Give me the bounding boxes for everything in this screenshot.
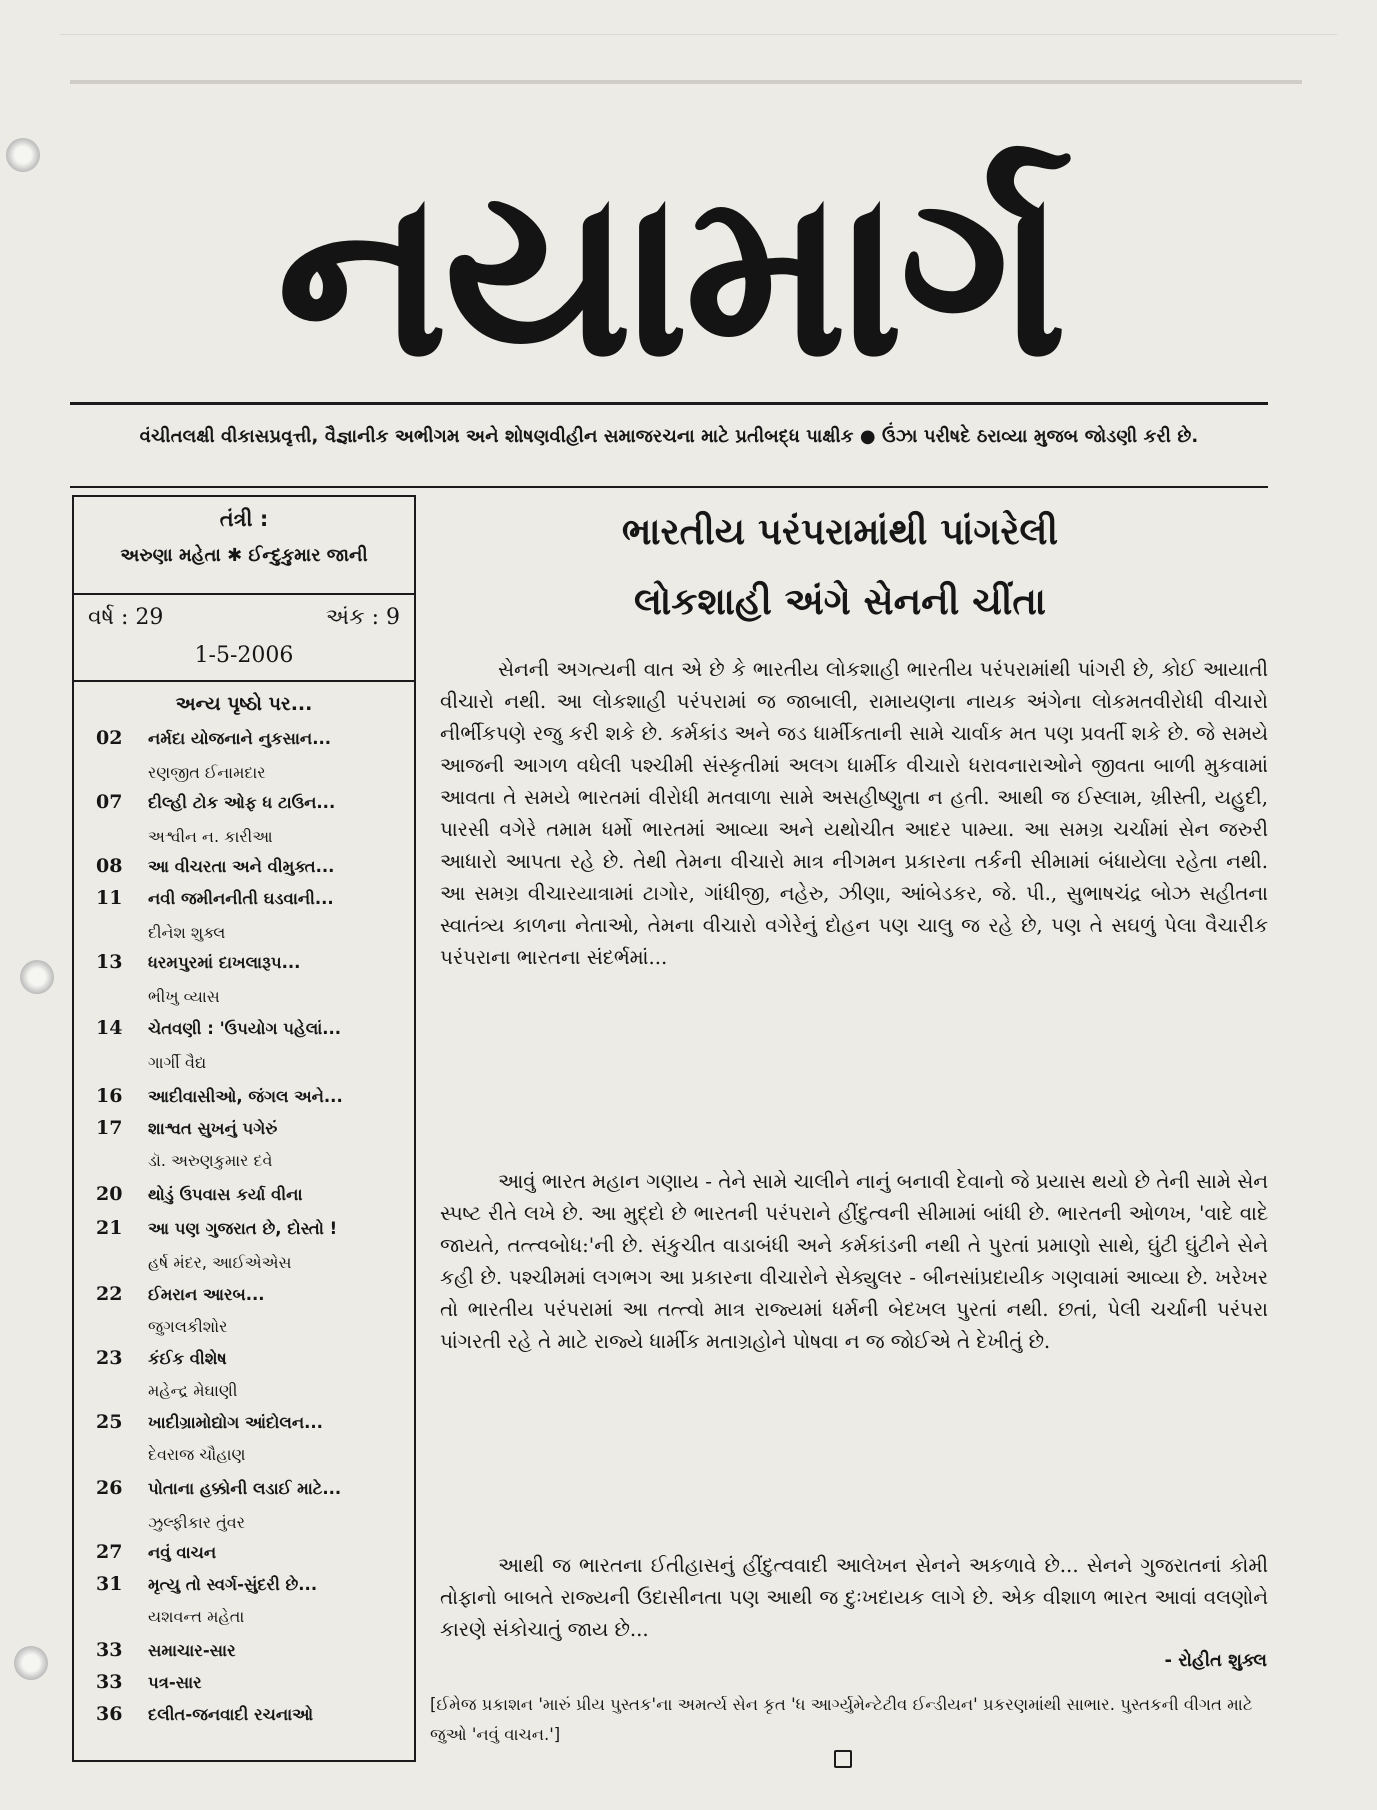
sidebar-divider [74, 593, 414, 595]
toc-title: મૃત્યુ તો સ્વર્ગ-સુંદરી છે... [148, 1575, 318, 1594]
toc-page-number: 25 [96, 1411, 123, 1433]
toc-author: હર્ષ મંદર, આઈએએસ [148, 1253, 292, 1272]
toc-entry[interactable] [88, 1573, 406, 1601]
paragraph-text: આથી જ ભારતના ઈતીહાસનું હીંદુત્વવાદી આલેખન સેનને અકળાવે છે... સેનને ગુજરાતનાં કોમી તોફાનો બાબતે રાજ્યની ઉદાસીનતા પણ આથી જ દુઃખદાયક લાગે છે. એક વીશાળ ભારત આવાં વલણોને કારણે સંકોચાતું જાય છે... [440, 1554, 1268, 1641]
author-signature: - રોહીત શુક્લ [1164, 1650, 1267, 1671]
toc-entry[interactable] [88, 951, 406, 979]
paragraph-text: આવું ભારત મહાન ગણાય - તેને સામે ચાલીને નાનું બનાવી દેવાનો જે પ્રયાસ થયો છે તેની સામે સેન સ્પષ્ટ રીતે લખે છે. આ મુદ્દો છે ભારતની પરંપરાને હીંદુત્વની સીમામાં બાંધી છે. ભારતની ઓળખ, 'વાદે વાદે જાયતે, તત્ત્વબોધ:'ની છે. સંકુચીત વાડાબંધી અને કર્મકાંડની નથી તે પુરતાં પ્રમાણો સાથે, ઘુંટી ઘુંટીને સેને કહી છે. પશ્ચીમમાં લગભગ આ પ્રકારના વીચારોને સેક્યુલર - બીનસાંપ્રદાયીક ગણવામાં આવ્યા છે. ખરેખર તો ભારતીય પરંપરામાં આ તત્ત્વો માત્ર રાજ્યમાં ધર્મની બેદખલ પુરતાં નથી. છતાં, પેલી ચર્ચાની પરંપરા પાંગરતી રહે તે માટે રાજ્યે ધાર્મીક મતાગ્રહોને પોષવા ન જ જોઈએ તે દેખીતું છે. [440, 1170, 1268, 1353]
toc-author: રણજીત ઈનામદાર [148, 763, 266, 782]
toc-entry[interactable] [88, 1541, 406, 1569]
toc-page-number: 33 [96, 1671, 123, 1693]
toc-page-number: 31 [96, 1573, 123, 1595]
toc-entry[interactable] [88, 791, 406, 819]
article-paragraph [440, 1550, 1268, 1646]
toc-page-number: 26 [96, 1477, 123, 1499]
contents-sidebar [72, 495, 416, 1762]
toc-author: અશ્વીન ન. કારીઆ [148, 827, 273, 846]
issue-date: 1-5-2006 [194, 643, 294, 668]
toc-entry[interactable] [88, 1671, 406, 1699]
toc-page-number: 17 [96, 1117, 123, 1139]
toc-author: ઝુલ્ફીકાર તુંવર [148, 1513, 246, 1532]
toc-entry[interactable] [88, 1017, 406, 1045]
toc-author: મહેન્દ્ર મેઘાણી [148, 1381, 238, 1400]
toc-title: ચેતવણી : 'ઉપયોગ પહેલાં... [148, 1019, 342, 1038]
punch-hole-icon [14, 1646, 48, 1680]
bleed-through-rule [70, 80, 1302, 84]
toc-title: નવું વાચન [148, 1543, 217, 1562]
bleed-through-texture [60, 14, 1337, 35]
toc-entry[interactable] [88, 1347, 406, 1375]
toc-page-number: 21 [96, 1217, 123, 1239]
toc-author: જુગલકીશોર [148, 1317, 228, 1336]
toc-title: નવી જમીનનીતી ઘડવાની... [148, 889, 334, 908]
paragraph-text: સેનની અગત્યની વાત એ છે કે ભારતીય લોકશાહી ભારતીય પરંપરામાંથી પાંગરી છે, કોઈ આયાતી વીચારો નથી. આ લોકશાહી પરંપરામાં જ જાબાલી, રામાયણના નાયક અંગેના લોકમતવીરોધી વીચારો નીર્ભીકપણે રજુ કરી શકે છે. કર્મકાંડ અને જડ ધાર્મીકતાની સામે ચાર્વાક મત પણ પ્રવર્તી શકે છે. જે સમયે આજની આગળ વધેલી પશ્ચીમી સંસ્કૃતીમાં અલગ ધાર્મીક વીચારો ધરાવનારાઓને જીવતા બાળી મુકવામાં આવતા તે સમયે ભારતમાં વીરોધી મતવાળા સામે અસહીષ્ણુતા ન હતી. આથી જ ઈસ્લામ, ખ્રીસ્તી, યહુદી, પારસી વગેરે તમામ ધર્મો ભારતમાં આવ્યા અને યથોચીત આદર પામ્યા. આ સમગ્ર ચર્ચામાં સેન જરુરી આધારો આપતા રહે છે. તેથી તેમના વીચારો માત્ર નીગમન પ્રકારના તર્કની સીમામાં બંધાયેલા રહેતા નથી. આ સમગ્ર વીચારયાત્રામાં ટાગોર, ગાંધીજી, નહેરુ, ઝીણા, આંબેડકર, જે. પી., સુભાષચંદ્ર બોઝ સહીતના સ્વાતંત્ર્ય કાળના નેતાઓ, તેમના વીચારો વગેરેનું દોહન પણ ચાલુ જ રહે છે, પણ તે સઘળું પેલા વૈચારીક પરંપરાના ભારતના સંદર્ભમાં... [440, 658, 1268, 969]
toc-title: દીલ્હી ટોક ઓફ ધ ટાઉન... [148, 793, 336, 812]
toc-entry[interactable] [88, 1477, 406, 1505]
toc-page-number: 23 [96, 1347, 123, 1369]
toc-page-number: 14 [96, 1017, 123, 1039]
toc-author: દેવરાજ ચૌહાણ [148, 1445, 246, 1464]
source-note: [ઈમેજ પ્રકાશન 'મારું પ્રીય પુસ્તક'ના અમર્ત્ય સેન કૃત 'ધ આર્ગ્યુમેન્ટેટીવ ઈન્ડીયન' પ્રકરણમાંથી સાભાર. પુસ્તકની વીગત માટે જુઓ 'નવું વાચન.'] [430, 1695, 1253, 1744]
end-of-article-icon [834, 1750, 852, 1768]
toc-title: આદીવાસીઓ, જંગલ અને... [148, 1087, 343, 1106]
article-headline-line2: લોકશાહી અંગે સેનની ચીંતા [634, 580, 1046, 623]
editor-names: અરુણા મહેતા ✱ ઈન્દુકુમાર જાની [120, 545, 368, 566]
toc-page-number: 22 [96, 1283, 123, 1305]
toc-page-number: 07 [96, 791, 123, 813]
toc-entry[interactable] [88, 1411, 406, 1439]
masthead-title: નયામાર્ગ [276, 141, 1064, 408]
toc-entry[interactable] [88, 1639, 406, 1667]
toc-entry[interactable] [88, 887, 406, 915]
toc-author: દીનેશ શુક્લ [148, 923, 226, 942]
toc-title: આ પણ ગુજરાત છે, દોસ્તો ! [148, 1219, 338, 1238]
toc-page-number: 02 [96, 727, 123, 749]
issue-number: અંક : 9 [325, 605, 400, 630]
punch-hole-icon [20, 960, 54, 994]
article-headline-line1: ભારતીય પરંપરામાંથી પાંગરેલી [621, 510, 1059, 553]
toc-title: ધરમપુરમાં દાખલારૂપ... [148, 953, 301, 972]
toc-page-number: 13 [96, 951, 123, 973]
editor-label: તંત્રી : [219, 507, 269, 531]
toc-title: કંઈક વીશેષ [148, 1349, 227, 1368]
toc-author: ડૉ. અરુણકુમાર દવે [148, 1151, 273, 1170]
toc-page-number: 33 [96, 1639, 123, 1661]
toc-page-number: 08 [96, 855, 123, 877]
toc-entry[interactable] [88, 1703, 406, 1731]
toc-entry[interactable] [88, 1117, 406, 1145]
toc-title: આ વીચરતા અને વીમુક્ત... [148, 857, 335, 876]
toc-page-number: 11 [96, 887, 123, 909]
toc-title: નર્મદા યોજનાને નુકસાન... [148, 729, 332, 748]
toc-author: યશવન્ત મહેતા [148, 1607, 245, 1626]
toc-entry[interactable] [88, 1283, 406, 1311]
volume-year: વર્ષ : 29 [88, 605, 164, 630]
toc-page-number: 36 [96, 1703, 123, 1725]
toc-title: પોતાના હક્કોની લડાઈ માટે... [148, 1479, 342, 1498]
tagline-rule [70, 486, 1268, 488]
toc-entry[interactable] [88, 855, 406, 883]
toc-title: શાશ્વત સુખનું પગેરું [148, 1119, 278, 1138]
toc-title: પત્ર-સાર [148, 1673, 202, 1692]
toc-title: ઈમરાન આરબ... [148, 1285, 265, 1304]
toc-title: સમાચાર-સાર [148, 1641, 236, 1660]
toc-title: દલીત-જનવાદી રચનાઓ [148, 1705, 314, 1724]
toc-page-number: 20 [96, 1183, 123, 1205]
masthead-rule [70, 402, 1268, 405]
toc-title: થોડું ઉપવાસ કર્યા વીના [148, 1185, 303, 1204]
toc-entry[interactable] [88, 1183, 406, 1211]
toc-title: ખાદીગ્રામોદ્યોગ આંદોલન... [148, 1413, 323, 1432]
toc-entry[interactable] [88, 1217, 406, 1245]
toc-page-number: 27 [96, 1541, 123, 1563]
toc-author: ગાર્ગી વૈદ્ય [148, 1053, 207, 1072]
contents-heading: અન્ય પૃષ્ઠો પર... [175, 693, 313, 715]
toc-entry[interactable] [88, 727, 406, 755]
toc-entry[interactable] [88, 1085, 406, 1113]
sidebar-divider [74, 680, 414, 682]
tagline: વંચીતલક્ષી વીકાસપ્રવૃત્તી, વૈજ્ઞાનીક અભીગમ અને શોષણવીહીન સમાજરચના માટે પ્રતીબદ્ધ પાક્ષીક ● ઉંઝા પરીષદે ઠરાવ્યા મુજબ જોડણી કરી છે. [139, 426, 1199, 447]
punch-hole-icon [6, 138, 40, 172]
toc-page-number: 16 [96, 1085, 123, 1107]
toc-author: ભીખુ વ્યાસ [148, 987, 220, 1006]
article-paragraph [440, 654, 1268, 974]
article-paragraph [440, 1166, 1268, 1358]
